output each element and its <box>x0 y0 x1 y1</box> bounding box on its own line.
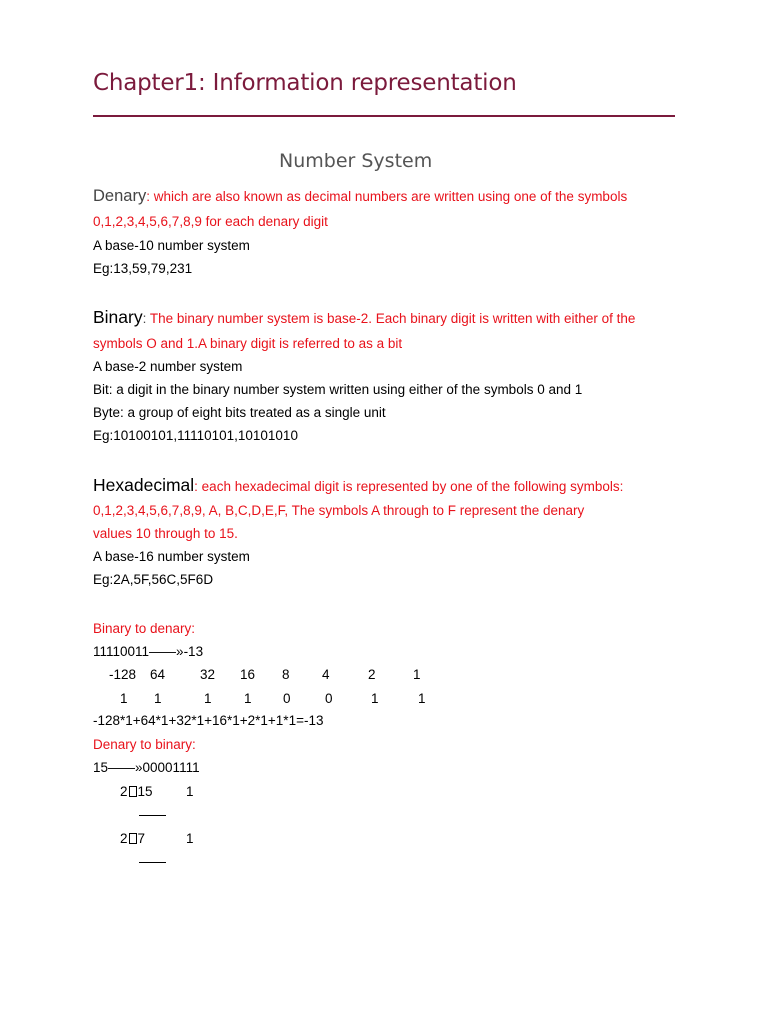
place-value-cell: 2 <box>368 667 376 682</box>
hexadecimal-definition-text: each hexadecimal digit is represented by one of the following symbols: <box>197 479 624 494</box>
hexadecimal-term: Hexadecimal <box>93 475 195 495</box>
denary-term: Denary <box>93 187 147 205</box>
division-expression <box>120 830 145 848</box>
place-value-cell: 16 <box>240 667 256 682</box>
place-value-cell: 64 <box>150 667 166 682</box>
bit-cell: 1 <box>120 691 128 706</box>
divisor: 2 <box>120 784 128 799</box>
denary-to-binary-heading: Denary to binary: <box>93 737 196 752</box>
binary-to-denary-conversion: 11110011——»-13 <box>93 644 204 659</box>
place-value-cell: -128 <box>109 667 137 682</box>
dividend: 7 <box>137 831 146 846</box>
chapter-title: Chapter1: Information representation <box>93 70 517 96</box>
place-value-cell: 1 <box>413 667 421 682</box>
binary-definition-line-2: symbols O and 1.A binary digit is referred to as a bit <box>93 336 403 351</box>
division-expression <box>120 783 153 801</box>
place-value-cell: 8 <box>282 667 290 682</box>
denary-base-text: A base-10 number system <box>93 238 250 253</box>
bit-cell: 1 <box>244 691 252 706</box>
bit-cell: 0 <box>325 691 333 706</box>
denary-definition-line-2: 0,1,2,3,4,5,6,7,8,9 for each denary digit <box>93 214 328 229</box>
bit-cell: 1 <box>371 691 379 706</box>
binary-bit-definition: Bit: a digit in the binary number system written using either of the symbols 0 and 1 <box>93 382 583 397</box>
place-value-cell: 4 <box>322 667 330 682</box>
denary-to-binary-conversion: 15——»00001111 <box>93 760 200 775</box>
section-title: Number System <box>279 150 433 172</box>
division-line <box>139 815 166 816</box>
dividend: 15 <box>137 784 153 799</box>
division-symbol-icon <box>129 833 137 844</box>
remainder: 1 <box>186 831 194 846</box>
place-value-cell: 32 <box>200 667 216 682</box>
denary-separator: : <box>146 189 150 204</box>
title-underline <box>93 115 675 117</box>
remainder: 1 <box>186 784 194 799</box>
binary-to-denary-heading: Binary to denary: <box>93 621 196 636</box>
binary-separator: : <box>142 311 147 326</box>
denary-definition-line-1 <box>93 187 627 206</box>
hexadecimal-base-text: A base-16 number system <box>93 549 250 564</box>
division-symbol-icon <box>129 786 137 797</box>
binary-to-denary-calculation: -128*1+64*1+32*1+16*1+2*1+1*1=-13 <box>93 713 324 728</box>
binary-term: Binary <box>93 307 143 327</box>
bit-cell: 0 <box>283 691 291 706</box>
bit-cell: 1 <box>154 691 162 706</box>
bit-cell: 1 <box>204 691 212 706</box>
binary-example: Eg:10100101,11110101,10101010 <box>93 428 298 443</box>
binary-definition-text: The binary number system is base-2. Each binary digit is written with either of the <box>146 311 636 326</box>
division-line <box>139 862 166 863</box>
binary-base-text: A base-2 number system <box>93 359 243 374</box>
divisor: 2 <box>120 831 128 846</box>
binary-definition-line-1 <box>93 308 635 328</box>
hexadecimal-definition-line-1 <box>93 476 623 496</box>
hexadecimal-definition-line-2: 0,1,2,3,4,5,6,7,8,9, A, B,C,D,E,F, The symbols A through to F represent the denary <box>93 503 585 518</box>
hexadecimal-definition-line-3: values 10 through to 15. <box>93 526 238 541</box>
denary-definition-text: which are also known as decimal numbers are written using one of the symbols <box>149 189 628 204</box>
hexadecimal-example: Eg:2A,5F,56C,5F6D <box>93 572 214 587</box>
hexadecimal-separator: : <box>194 479 198 494</box>
binary-byte-definition: Byte: a group of eight bits treated as a single unit <box>93 405 386 420</box>
bit-cell: 1 <box>418 691 426 706</box>
denary-example: Eg:13,59,79,231 <box>93 261 193 276</box>
